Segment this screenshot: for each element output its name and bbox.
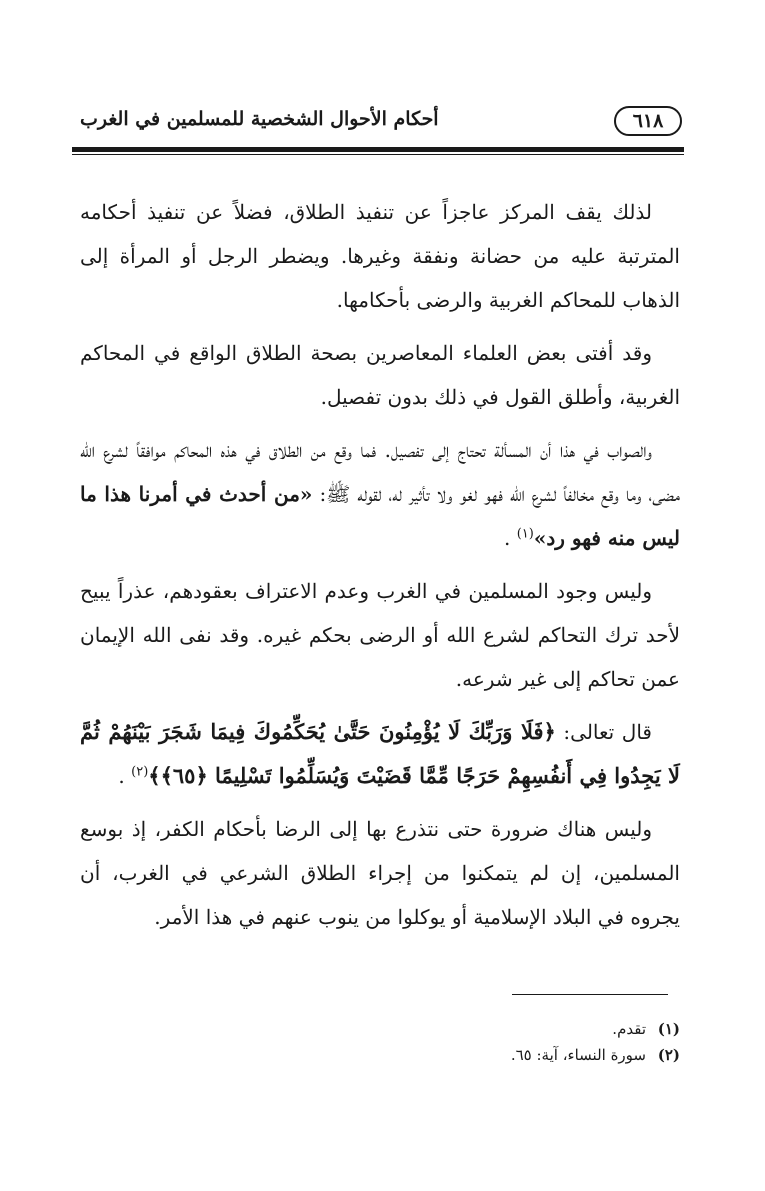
paragraph-5-end: .: [118, 764, 125, 788]
hadith-quote: «من أحدث في أمرنا هذا ما ليس منه فهو رد»: [80, 482, 680, 550]
footnote-1: [80, 1016, 680, 1042]
footnote-ref-2[interactable]: (٢): [131, 764, 149, 780]
quran-verse: ﴿فَلَا وَرَبِّكَ لَا يُؤْمِنُونَ حَتَّىٰ يُحَكِّمُوكَ فِيمَا شَجَرَ بَيْنَهُمْ ثُمَّ لَا يَجِدُوا فِي أَنفُسِهِمْ حَرَجًا مِّمَّا قَضَيْتَ وَيُسَلِّمُوا تَسْلِيمًا ﴿٦٥﴾﴾: [80, 719, 680, 788]
footnote-text: سورة النساء، آية: ٦٥.: [510, 1046, 646, 1064]
verse-intro: قال تعالى:: [555, 720, 652, 744]
page-number: ٦١٨: [614, 106, 682, 136]
paragraph-1: لذلك يقف المركز عاجزاً عن تنفيذ الطلاق، فضلاً عن تنفيذ أحكامه المترتبة عليه من حضانة ونفقة وغيرها. ويضطر الرجل أو المرأة إلى الذهاب للمحاكم الغربية والرضى بأحكامها.: [80, 200, 680, 312]
footnote-text: تقدم.: [612, 1020, 646, 1038]
header-rule-thick: [72, 147, 684, 152]
footnote-2: [80, 1042, 680, 1068]
paragraph-3-end: .: [503, 526, 511, 550]
footnotes: [80, 1016, 680, 1068]
running-title: أحكام الأحوال الشخصية للمسلمين في الغرب: [80, 108, 439, 130]
paragraph-6: وليس هناك ضرورة حتى نتذرع بها إلى الرضا بأحكام الكفر، إذ بوسع المسلمين، إن لم يتمكنوا من إجراء الطلاق الشرعي في الغرب، أن يجروه في البلاد الإسلامية أو يوكلوا من ينوب عنهم في هذا الأمر.: [80, 817, 680, 929]
paragraph-3-text: والصواب في هذا أن المسألة تحتاج إلى تفصيل. فما وقع من الطلاق في هذه المحاكم موافقاً لشرع الله مضى، وما وقع مخالفاً لشرع الله فهو لغو ولا تأثير له، لقوله ﷺ:: [80, 438, 680, 506]
page-header: [80, 100, 682, 144]
paragraph-3: [80, 428, 680, 560]
paragraph-5: [80, 710, 680, 798]
footnote-ref-1[interactable]: (١): [516, 526, 534, 542]
footnote-separator: [512, 994, 668, 995]
main-text: [80, 190, 680, 948]
header-rule-thin: [72, 154, 684, 155]
paragraph-4: وليس وجود المسلمين في الغرب وعدم الاعتراف بعقودهم، عذراً يبيح لأحد ترك التحاكم لشرع الله أو الرضى بحكم غيره. وقد نفى الله الإيمان عمن تحاكم إلى غير شرعه.: [80, 579, 680, 691]
footnote-number: (١): [657, 1020, 680, 1038]
paragraph-2: وقد أفتى بعض العلماء المعاصرين بصحة الطلاق الواقع في المحاكم الغربية، وأطلق القول في ذلك بدون تفصيل.: [80, 341, 680, 409]
footnote-number: (٢): [657, 1046, 680, 1064]
